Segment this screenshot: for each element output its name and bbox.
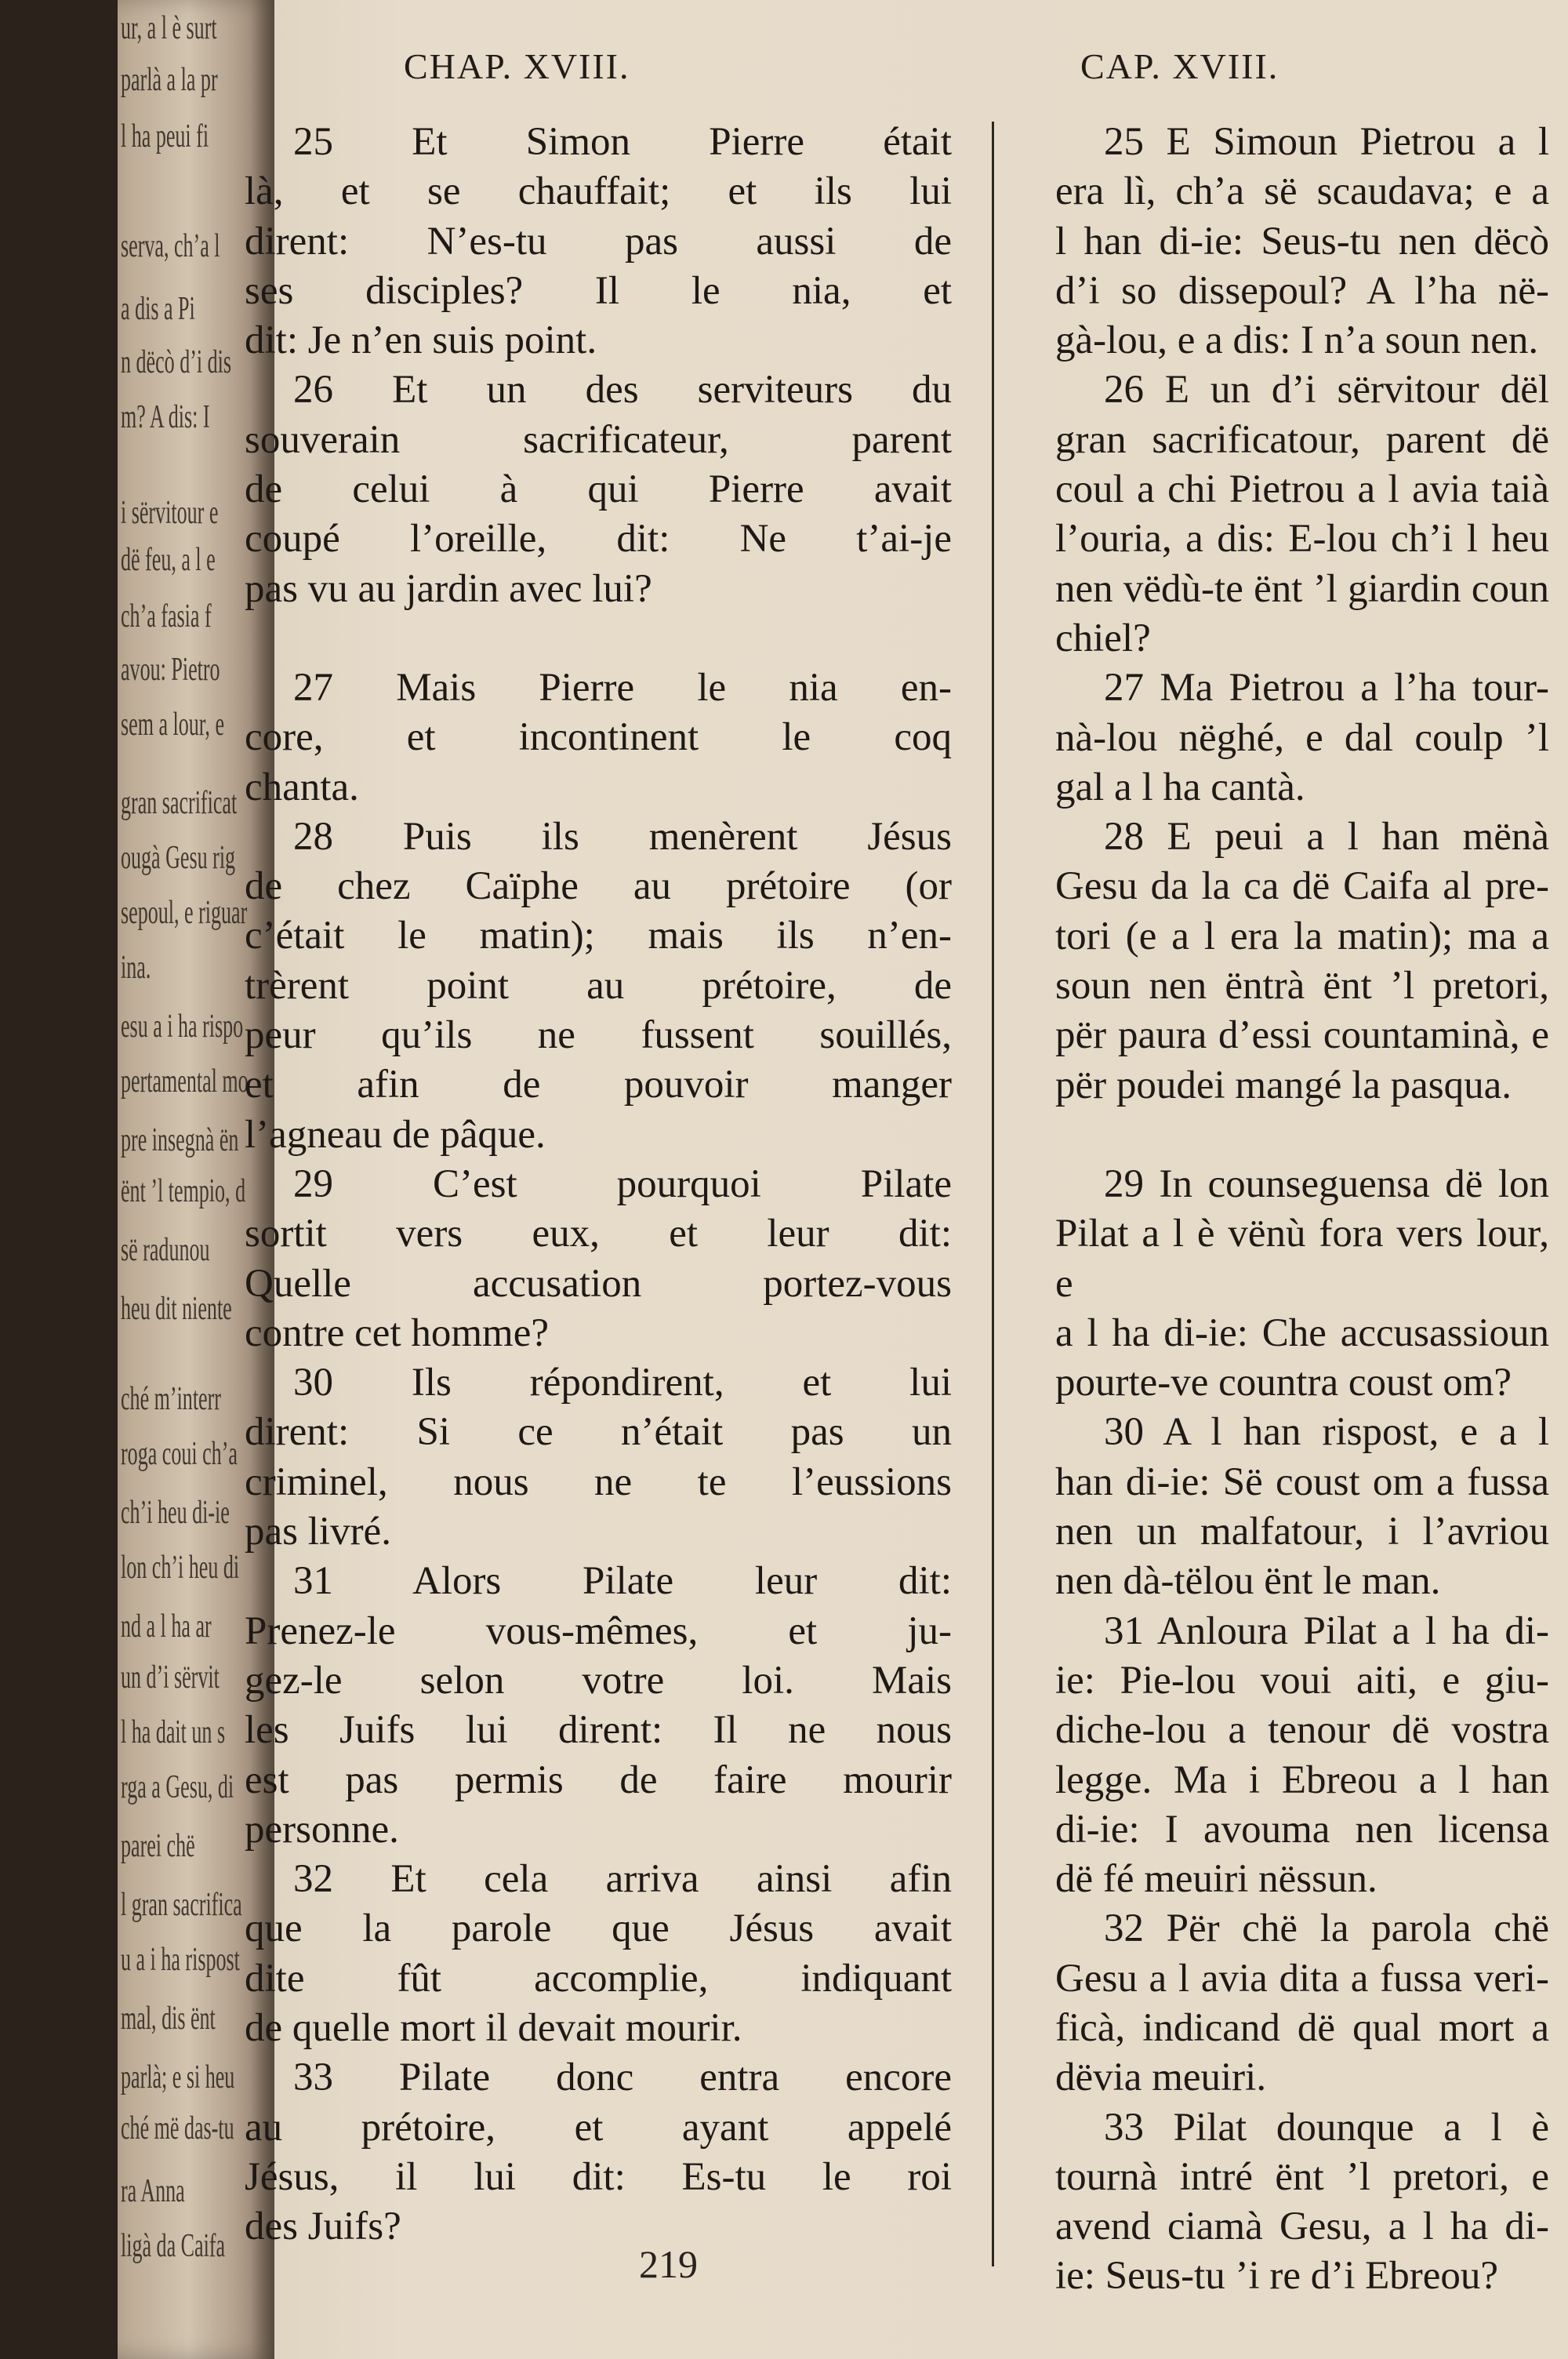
dialect-verse-line: l’ouria, a dis: E-lou ch’i l heu [1055, 517, 1549, 562]
french-verse-line: des Juifs? [245, 2205, 401, 2249]
french-verse-line: pas vu au jardin avec lui? [245, 566, 652, 611]
facing-page-text-fragment: nd a l ha ar [121, 1608, 212, 1645]
french-verse-line: les Juifs lui dirent: Il ne nous [245, 1708, 952, 1753]
french-verse-line: 28 Puis ils menèrent Jésus [293, 814, 952, 859]
facing-page-text-fragment: ur, a l è surt [121, 10, 217, 46]
french-verse-line: souverain sacrificateur, parent [245, 417, 952, 462]
dialect-verse-line: gal a l ha cantà. [1055, 765, 1305, 809]
facing-page-text-fragment: pertamental mo [121, 1063, 249, 1100]
facing-page-text-fragment: serva, ch’a l [121, 228, 220, 264]
dialect-verse-line: tori (e a l era la matin); ma a [1055, 914, 1549, 958]
facing-page-text-fragment: lon ch’i heu di [121, 1550, 240, 1586]
dialect-verse-line: diche-lou a tenour dë vostra [1055, 1708, 1549, 1753]
french-verse-line: 25 Et Simon Pierre était [293, 120, 952, 164]
facing-page-text-fragment: ligà da Caifa [121, 2228, 226, 2264]
dialect-verse-line: gran sacrificatour, parent dë [1055, 417, 1549, 462]
dialect-verse-line: coul a chi Pietrou a l avia taià [1055, 467, 1549, 512]
dialect-verse-line: han di-ie: Së coust om a fussa [1055, 1459, 1549, 1504]
french-verse-line: dirent: Si ce n’était pas un [245, 1410, 952, 1455]
facing-page-text-fragment: ch’a fasia f [121, 598, 212, 634]
facing-page-text-fragment: esu a i ha rispo [121, 1009, 244, 1045]
dialect-verse-line: 30 A l han rispost, e a l [1104, 1410, 1549, 1455]
french-verse-line: criminel, nous ne te l’eussions [245, 1459, 952, 1504]
facing-page-text-fragment: i sërvitour e [121, 495, 219, 531]
dialect-verse-line: nen un malfatour, i l’avriou [1055, 1510, 1549, 1554]
dialect-verse-line: nen vëdù-te ënt ’l giardin coun [1055, 566, 1549, 611]
facing-page-text-fragment: l ha dait un s [121, 1714, 226, 1750]
dialect-verse-line: dë fé meuiri nëssun. [1055, 1857, 1377, 1902]
dialect-verse-line: 29 In counseguensa dë lon [1104, 1161, 1549, 1206]
verse-gap [245, 614, 952, 663]
facing-page-text-fragment: ch’i heu di-ie [121, 1495, 230, 1531]
dialect-verse-line: gà-lou, e a dis: I n’a soun nen. [1055, 318, 1539, 363]
french-verse-line: gez-le selon votre loi. Mais [245, 1658, 952, 1703]
facing-page-text-fragment: parlà a la pr [121, 62, 218, 98]
dialect-verse-line: 31 Anloura Pilat a l ha di- [1104, 1608, 1549, 1653]
dialect-verse-line: pourte-ve countra coust om? [1055, 1361, 1512, 1405]
dialect-verse-line: Gesu a l avia dita a fussa veri- [1055, 1956, 1549, 2001]
french-verse-line: là, et se chauffait; et ils lui [245, 169, 952, 214]
dialect-verse-line: soun nen ëntrà ënt ’l pretori, [1055, 964, 1549, 1009]
french-verse-line: pas livré. [245, 1510, 391, 1554]
dialect-verse-line: nen dà-tëlou ënt le man. [1055, 1559, 1441, 1604]
french-verse-line: 26 Et un des serviteurs du [293, 368, 952, 413]
dialect-verse-line: 33 Pilat dounque a l è [1104, 2105, 1549, 2150]
french-verse-line: contre cet homme? [245, 1310, 549, 1355]
french-verse-line: 32 Et cela arriva ainsi afin [293, 1857, 952, 1902]
facing-page-text-fragment: së radunou [121, 1232, 210, 1268]
french-verse-line: de chez Caïphe au prétoire (or [245, 864, 952, 909]
french-verse-line: core, et incontinent le coq [245, 715, 952, 760]
french-verse-line: Jésus, il lui dit: Es-tu le roi [245, 2154, 952, 2199]
french-verse-line: Quelle accusation portez-vous [245, 1261, 952, 1306]
french-verse-line: ses disciples? Il le nia, et [245, 268, 952, 313]
french-verse-line: et afin de pouvoir manger [245, 1063, 952, 1107]
french-verse-line: dirent: N’es-tu pas aussi de [245, 219, 952, 264]
facing-page-text-fragment: ougà Gesu rig [121, 840, 236, 876]
facing-page-text-fragment: sem a lour, e [121, 707, 225, 743]
french-verse-line: c’était le matin); mais ils n’en- [245, 914, 952, 958]
dialect-verse-line: era lì, ch’a së scaudava; e a [1055, 169, 1549, 214]
facing-page-text-fragment: u a i ha rispost [121, 1942, 240, 1978]
french-verse-line: de celui à qui Pierre avait [245, 467, 952, 512]
facing-page-text-fragment: ra Anna [121, 2173, 185, 2209]
facing-page-text-fragment: m? A dis: I [121, 399, 210, 435]
dialect-verse-line: për poudei mangé la pasqua. [1055, 1063, 1512, 1107]
french-verse-line: 27 Mais Pierre le nia en- [293, 665, 952, 710]
french-verse-line: au prétoire, et ayant appelé [245, 2105, 952, 2150]
dialect-verse-line: ie: Seus-tu ’i re d’i Ebreou? [1055, 2254, 1499, 2299]
facing-page-text-fragment: l gran sacrifica [121, 1887, 242, 1923]
facing-page-text-fragment: parei chë [121, 1828, 195, 1864]
facing-page-text-fragment: a dis a Pi [121, 291, 195, 327]
french-verse-line: trèrent point au prétoire, de [245, 963, 952, 1008]
dialect-column [1055, 118, 1549, 2302]
french-verse-line: coupé l’oreille, dit: Ne t’ai-je [245, 517, 952, 562]
french-verse-line: que la parole que Jésus avait [245, 1906, 952, 1951]
dialect-verse-line: 25 E Simoun Pietrou a l [1104, 120, 1549, 164]
dialect-verse-line: ie: Pie-lou voui aiti, e giu- [1055, 1658, 1549, 1703]
page-number: 219 [639, 2242, 698, 2286]
facing-page-text-fragment: roga coui ch’a [121, 1436, 238, 1472]
dialect-verse-line: Pilat a l è vënù fora vers lour, e [1055, 1212, 1549, 1306]
facing-page-text-fragment: dë feu, a l e [121, 542, 216, 578]
french-verse-line: Prenez-le vous-mêmes, et ju- [245, 1608, 952, 1653]
facing-page-text-fragment: rga a Gesu, di [121, 1769, 234, 1805]
dialect-verse-line: 26 E un d’i sërvitour dël [1104, 368, 1549, 413]
facing-page-text-fragment: l ha peui fi [121, 118, 209, 154]
french-verse-line: dite fût accomplie, indiquant [245, 1956, 952, 2001]
french-verse-line: sortit vers eux, et leur dit: [245, 1212, 952, 1256]
dialect-verse-line: 27 Ma Pietrou a l’ha tour- [1104, 666, 1549, 711]
facing-page-text-fragment: parlà; e si heu [121, 2059, 235, 2095]
running-head-right: CAP. XVIII. [1080, 46, 1279, 86]
french-verse-line: 31 Alors Pilate leur dit: [293, 1559, 952, 1604]
facing-page-text-fragment: heu dit niente [121, 1291, 232, 1327]
running-head-left: CHAP. XVIII. [404, 46, 630, 86]
french-column [245, 118, 952, 2252]
dialect-verse-line: tournà intré ënt ’l pretori, e [1055, 2154, 1549, 2199]
french-verse-line: dit: Je n’en suis point. [245, 318, 597, 363]
dialect-verse-line: d’i so dissepoul? A l’ha në- [1055, 268, 1549, 313]
facing-page-text-fragment: gran sacrificat [121, 785, 238, 821]
french-verse-line: personne. [245, 1807, 399, 1852]
french-verse-line: est pas permis de faire mourir [245, 1757, 952, 1802]
facing-page-text-fragment: pre insegnà ën [121, 1122, 239, 1158]
dialect-verse-line: Gesu da la ca dë Caifa al pre- [1055, 864, 1549, 909]
french-verse-line: l’agneau de pâque. [245, 1112, 546, 1157]
dialect-verse-line: për paura d’essi countaminà, e [1055, 1013, 1549, 1058]
verse-gap [1055, 1110, 1549, 1160]
dialect-verse-line: legge. Ma i Ebreou a l han [1055, 1757, 1549, 1802]
dialect-verse-line: di-ie: I avouma nen licensa [1055, 1807, 1549, 1852]
french-verse-line: de quelle mort il devait mourir. [245, 2005, 742, 2050]
dialect-verse-line: avend ciamà Gesu, a l ha di- [1055, 2205, 1549, 2249]
book-page [118, 0, 1568, 2359]
dialect-verse-line: a l ha di-ie: Che accusassioun [1055, 1310, 1549, 1355]
french-verse-line: 29 C’est pourquoi Pilate [293, 1161, 952, 1206]
facing-page-text-fragment: n dëcò d’i dis [121, 344, 232, 380]
facing-page-text-fragment: mal, dis ënt [121, 2001, 216, 2037]
french-verse-line: chanta. [245, 765, 359, 809]
facing-page-text-fragment: ché më das-tu [121, 2110, 234, 2146]
facing-page-text-fragment: avou: Pietro [121, 652, 220, 688]
facing-page-text-fragment: ina. [121, 950, 151, 986]
french-verse-line: 30 Ils répondirent, et lui [293, 1361, 952, 1405]
dialect-verse-line: chiel? [1055, 616, 1151, 660]
dialect-verse-line: 32 Për chë la parola chë [1104, 1906, 1549, 1951]
french-verse-line: peur qu’ils ne fussent souillés, [245, 1013, 952, 1058]
dialect-verse-line: dëvia meuiri. [1055, 2055, 1267, 2100]
facing-page-text-fragment: sepoul, e riguar [121, 895, 248, 931]
dialect-verse-line: l han di-ie: Seus-tu nen dëcò [1055, 219, 1549, 264]
facing-page-text-fragment: ënt ’l tempio, d [121, 1173, 246, 1209]
facing-page-text-fragment: ché m’interr [121, 1381, 221, 1417]
column-rule [992, 122, 994, 2266]
facing-page-text-fragment: un d’i sërvit [121, 1659, 220, 1696]
dialect-verse-line: ficà, indicand dë qual mort a [1055, 2005, 1549, 2050]
french-verse-line: 33 Pilate donc entra encore [293, 2055, 952, 2100]
dialect-verse-line: 28 E peui a l han mënà [1104, 815, 1549, 860]
dialect-verse-line: nà-lou nëghé, e dal coulp ’l [1055, 715, 1549, 760]
